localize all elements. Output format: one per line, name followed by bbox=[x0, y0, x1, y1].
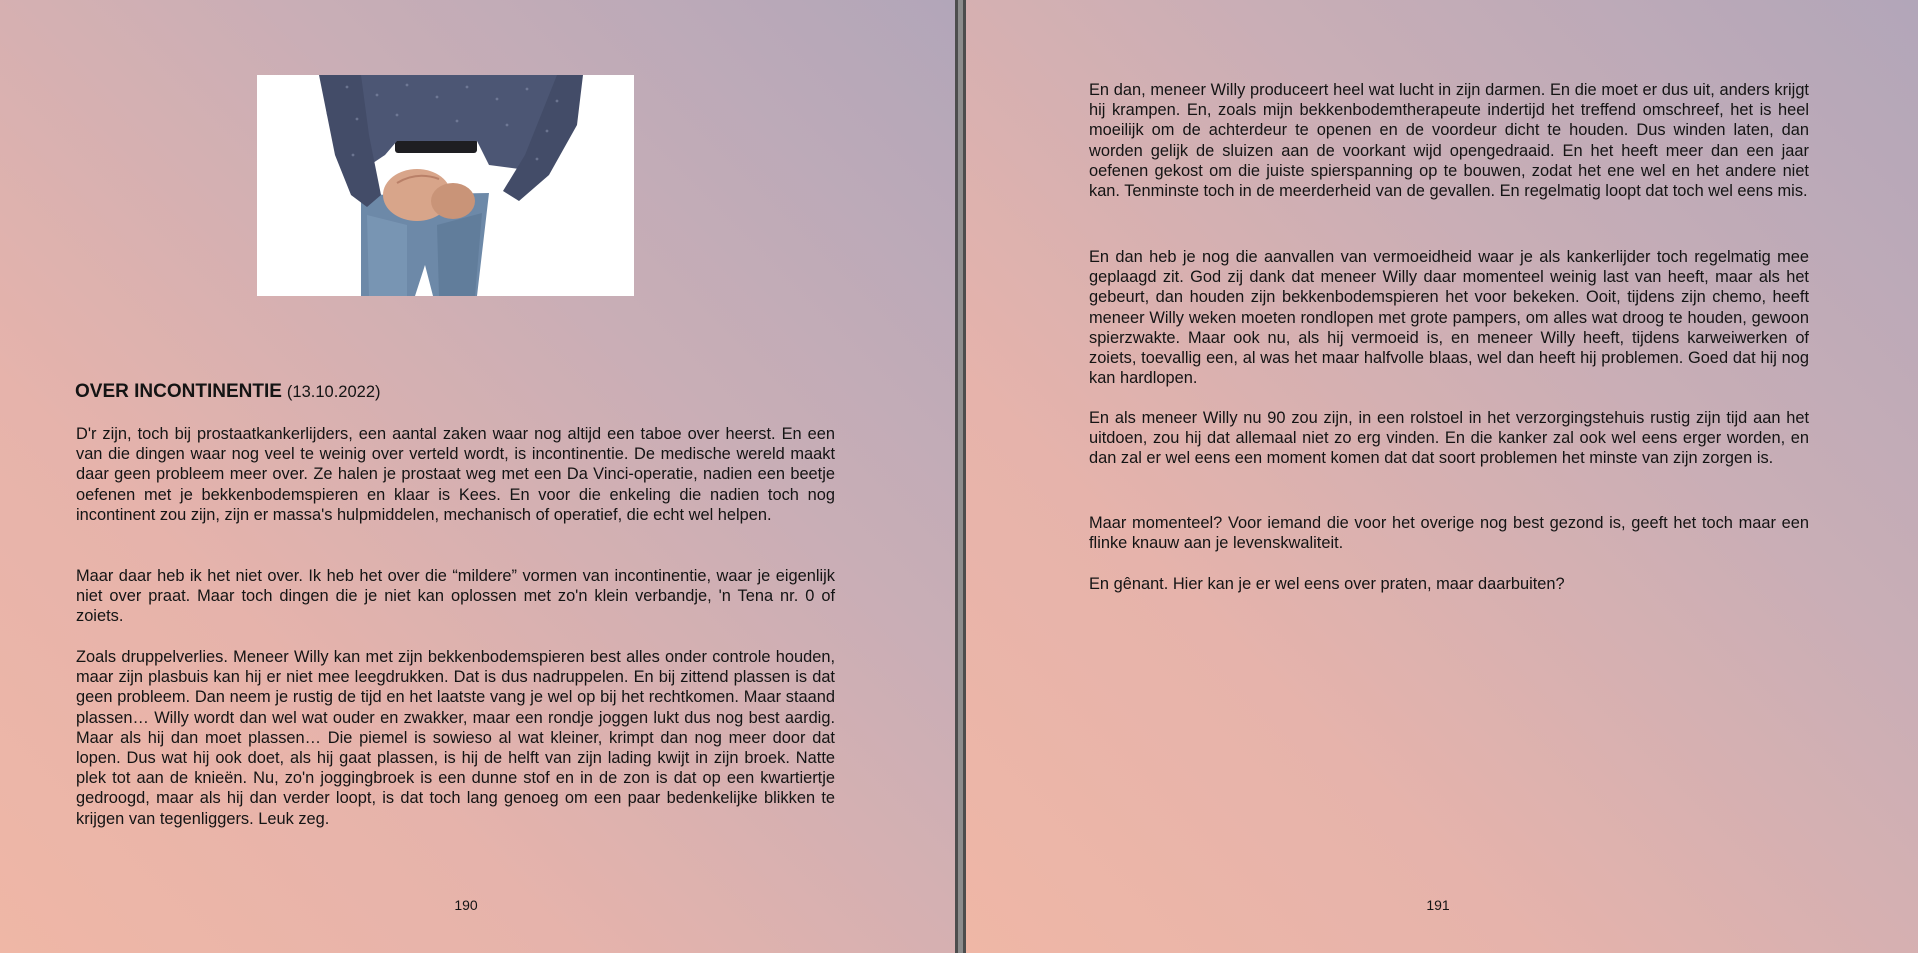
paragraph: Maar momenteel? Voor iemand die voor het overige nog best gezond is, geeft het toch maar een flinke knauw aan je levenskwaliteit. bbox=[1089, 514, 1809, 553]
right-page bbox=[966, 0, 1918, 953]
article-date: (13.10.2022) bbox=[286, 383, 381, 401]
paragraph: En als meneer Willy nu 90 zou zijn, in een rolstoel in het verzorgingstehuis rustig zijn tijd aan het uitdoen, zou hij dat allemaal niet zo erg vinden. En die kanker zal ook wel eens erger worden, en dan zal er wel eens een moment komen dat dat soort problemen het minste van zijn zorgen is. bbox=[1089, 409, 1809, 468]
paragraph: D'r zijn, toch bij prostaatkankerlijders, een aantal zaken waar nog altijd een taboe over heerst. En een van die dingen waar nog veel te weinig over verteld wordt, is incontinentie. De medische wereld maakt daar geen probleem meer over. Ze halen je prostaat weg met een Da Vinci-operatie, nadien een beetje oefenen met je bekkenbodemspieren en klaar is Kees. En voor die enkeling die nadien toch nog incontinent zou zijn, zijn er massa's hulpmiddelen, mechanisch of operatief, die echt wel helpen. bbox=[76, 425, 835, 524]
page-number: 191 bbox=[1426, 897, 1450, 913]
page-number: 190 bbox=[454, 897, 478, 913]
article-title: OVER INCONTINENTIE bbox=[75, 381, 282, 402]
left-page bbox=[0, 0, 957, 953]
paragraph: En dan, meneer Willy produceert heel wat lucht in zijn darmen. En die moet er dus uit, anders krijgt hij krampen. En, zoals mijn bekkenbodemtherapeute indertijd het treffend omschreef, het is heel moeilijk om de achterdeur te openen en de voordeur dicht te houden. Dus winden laten, dan worden gelijk de sluizen aan de voorkant wijd opengedraaid. En het heeft meer dan een jaar oefenen gekost om die juiste spierspanning op te bouwen, zodat het ene wel en het andere niet kan. Tenminste toch in de meerderheid van de gevallen. En regelmatig loopt dat toch wel eens mis. bbox=[1089, 81, 1809, 201]
article-heading bbox=[75, 380, 381, 403]
gutter-line-left bbox=[955, 0, 958, 953]
paragraph: En gênant. Hier kan je er wel eens over praten, maar daarbuiten? bbox=[1089, 575, 1565, 593]
paragraph: En dan heb je nog die aanvallen van vermoeidheid waar je als kankerlijder toch regelmatig mee geplaagd zit. God zij dank dat meneer Willy daar momenteel weinig last van heeft, maar als het gebeurt, dan houden zijn bekkenbodemspieren het voor bekeken. Ooit, tijdens zijn chemo, heeft meneer Willy weken moeten rondlopen met grote pampers, om alles wat droog te houden, gewoon spierzwakte. Maar ook nu, als hij vermoeid is, en meneer Willy heeft, tijdens karweiwerken of zoiets, toevallig een, al was het maar halfvolle blaas, wel dan heeft hij problemen. Goed dat hij nog kan hardlopen. bbox=[1089, 248, 1809, 388]
illustration-photo bbox=[257, 75, 634, 296]
man-holding-crotch-illustration bbox=[257, 75, 634, 296]
paragraph: Maar daar heb ik het niet over. Ik heb het over die “mildere” vormen van incontinentie, waar je eigenlijk niet over praat. Maar toch dingen die je niet kan oplossen met zo'n klein verbandje, 'n Tena nr. 0 of zoiets. bbox=[76, 567, 835, 626]
paragraph: Zoals druppelverlies. Meneer Willy kan met zijn bekkenbodemspieren best alles onder controle houden, maar zijn plasbuis kan hij er niet mee leegdrukken. Dat is dus nadruppelen. En bij zittend plassen is dat geen probleem. Dan neem je rustig de tijd en het laatste vang je wel op bij het rechtkomen. Maar staand plassen… Willy wordt dan wel wat ouder en zwakker, maar een rondje joggen lukt dus nog best aardig. Maar als hij dan moet plassen… Die piemel is sowieso al wat kleiner, krimpt dan nog meer door dat lopen. Dus wat hij ook doet, als hij gaat plassen, is hij de helft van zijn lading kwijt in zijn broek. Natte plek tot aan de knieën. Nu, zo'n joggingbroek is een dunne stof en in de zon is dat op een kwartiertje gedroogd, maar als hij dan verder loopt, is dat toch lang genoeg om een paar bedenkelijke blikken te krijgen van tegenliggers. Leuk zeg. bbox=[76, 648, 835, 828]
